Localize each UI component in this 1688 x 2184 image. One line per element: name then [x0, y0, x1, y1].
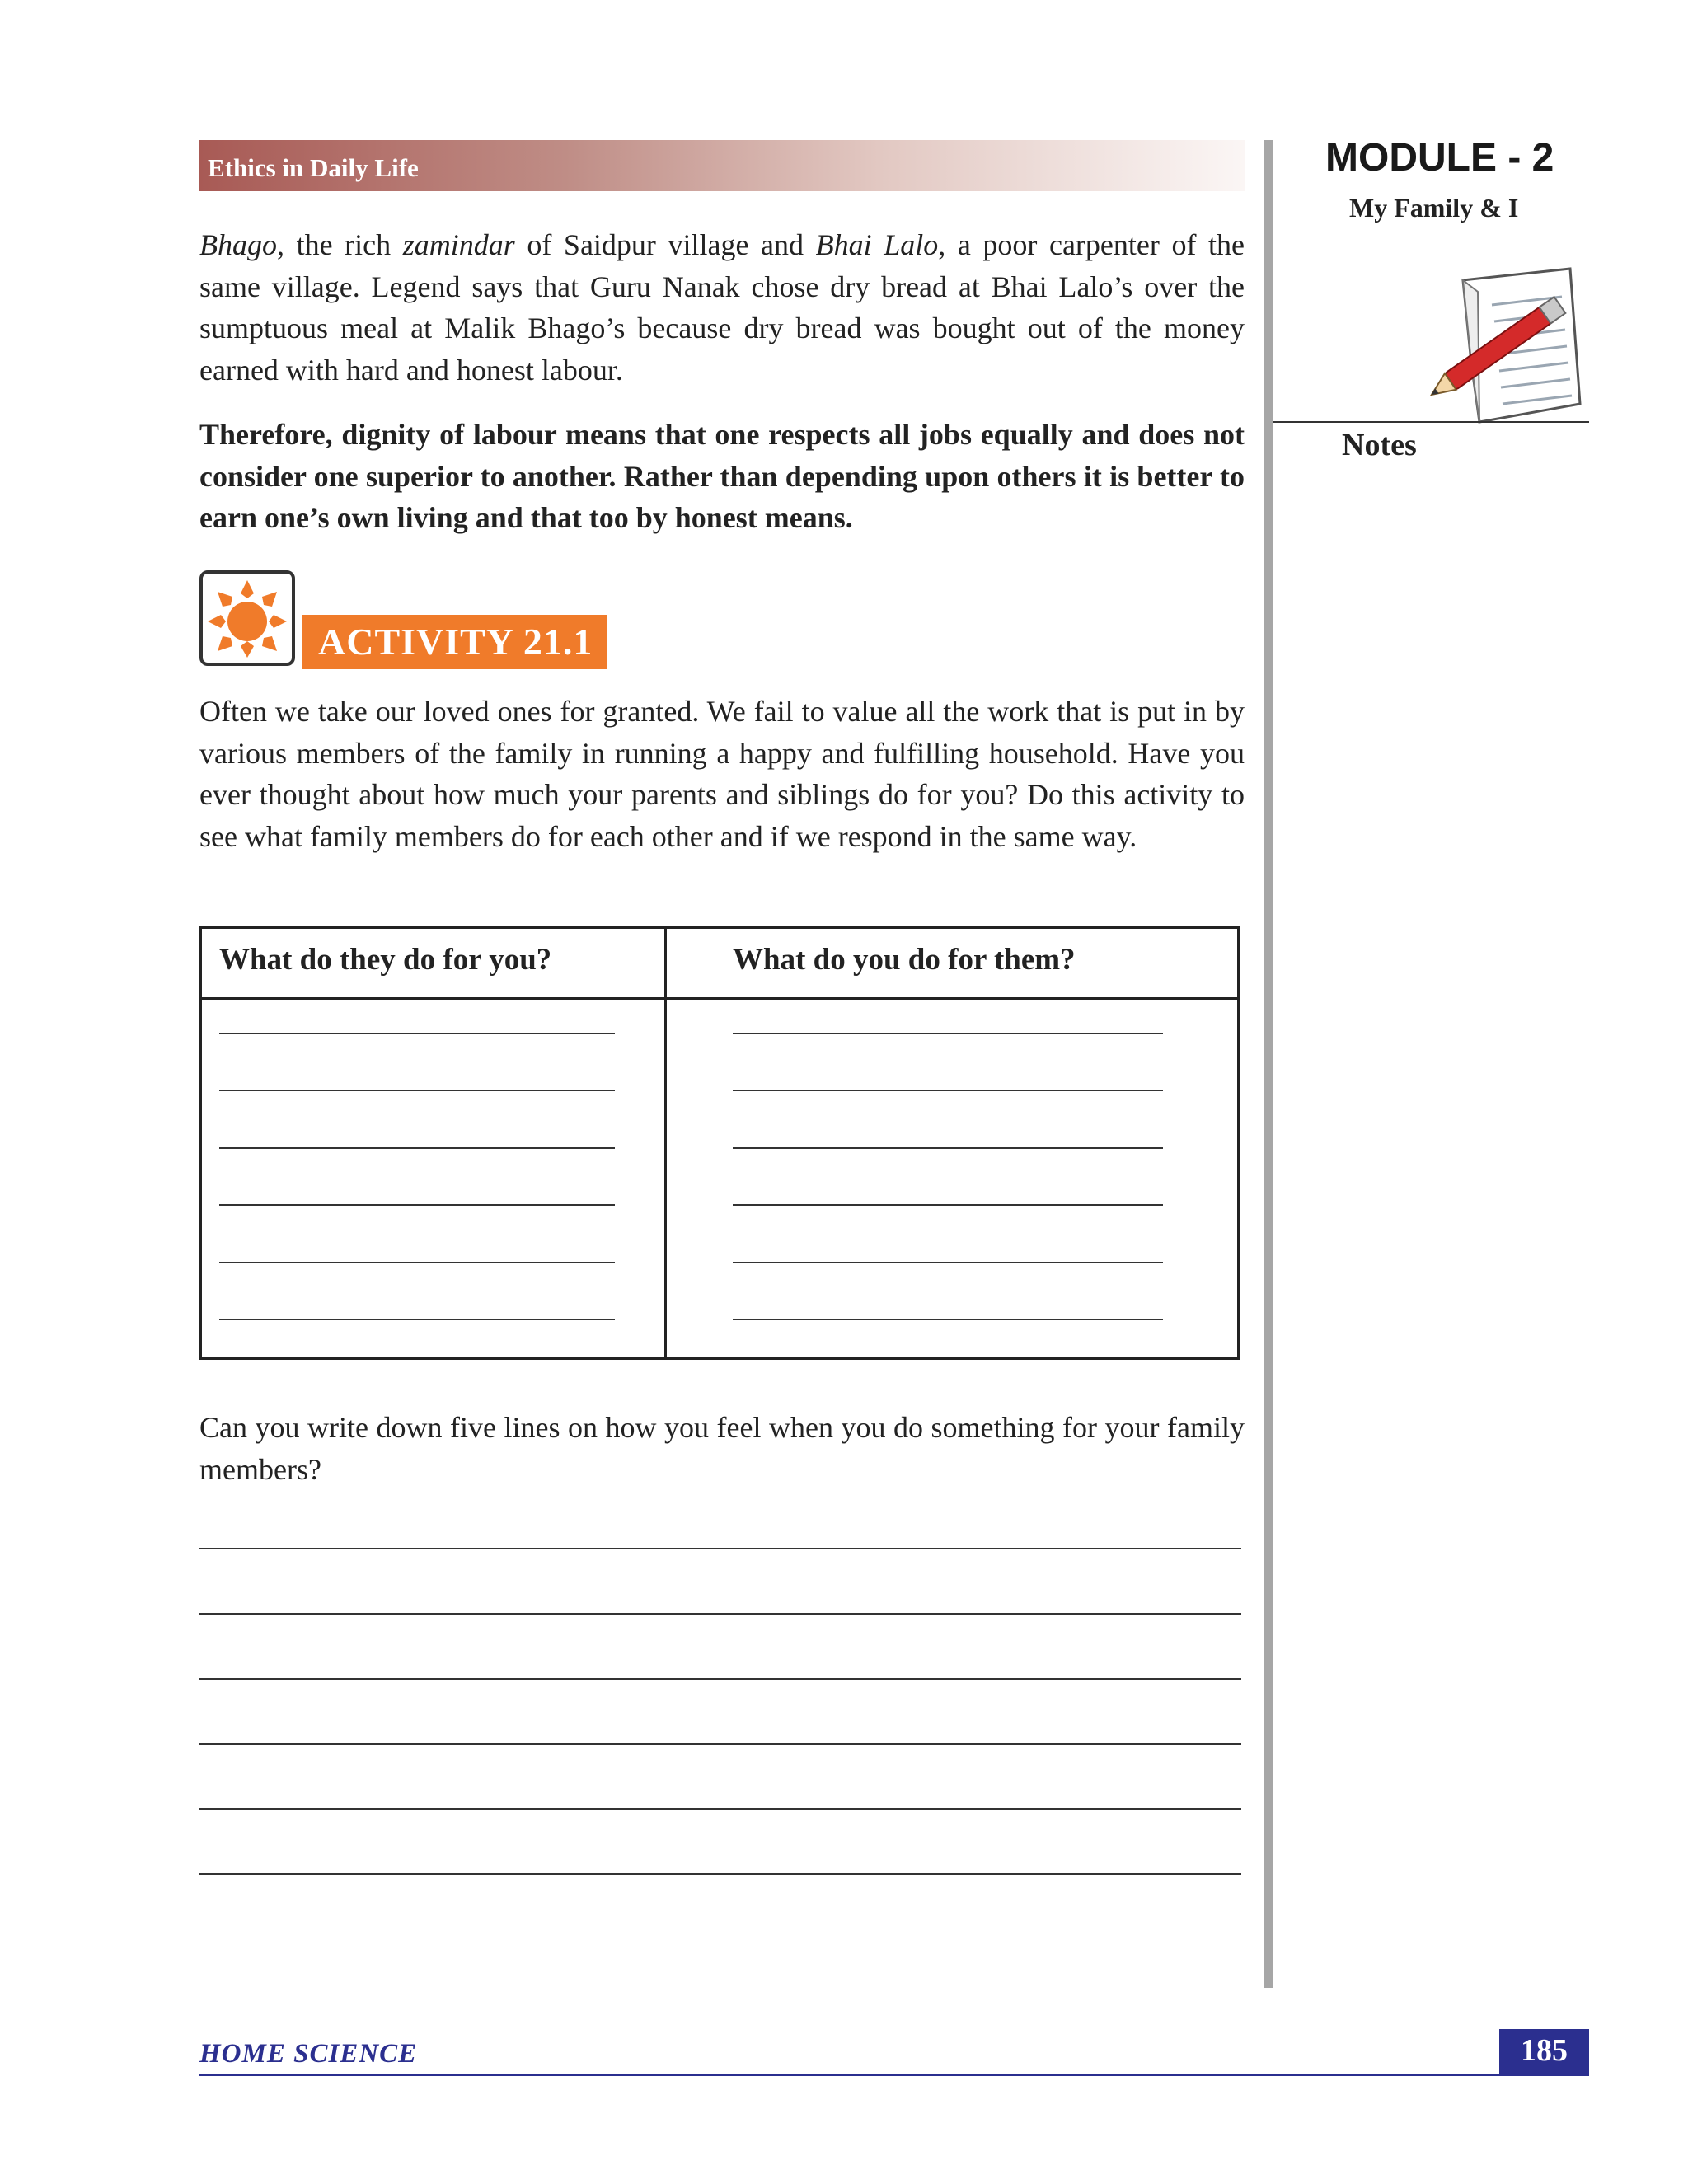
term-zamindar: zamindar [402, 228, 515, 261]
blank-line-right[interactable] [733, 1204, 1163, 1206]
name-bhai-lalo: Bhai Lalo [815, 228, 939, 261]
table-header-rule [199, 997, 1240, 1000]
notes-pencil-icon [1430, 264, 1587, 445]
blank-line-right[interactable] [733, 1147, 1163, 1149]
blank-line-right[interactable] [733, 1090, 1163, 1091]
page-number: 185 [1521, 2033, 1568, 2068]
blank-line-right[interactable] [733, 1262, 1163, 1263]
footer-subject: HOME SCIENCE [199, 2039, 418, 2069]
name-bhago: Bhago [199, 228, 277, 261]
blank-line-left[interactable] [219, 1262, 615, 1263]
answer-line[interactable] [199, 1743, 1241, 1745]
module-title: MODULE - 2 [1325, 136, 1554, 180]
notes-label: Notes [1342, 428, 1417, 462]
blank-line-left[interactable] [219, 1319, 615, 1320]
blank-line-left[interactable] [219, 1147, 615, 1149]
paragraph-legend [199, 224, 1245, 391]
text-span: , the rich [277, 228, 403, 261]
chapter-title: Ethics in Daily Life [208, 153, 419, 182]
activity-icon-frame [199, 570, 295, 666]
text-span: of Saidpur village and [514, 228, 816, 261]
paragraph-write-prompt: Can you write down five lines on how you feel when you do something for your family members? [199, 1411, 1245, 1486]
answer-line[interactable] [199, 1873, 1241, 1875]
blank-line-left[interactable] [219, 1090, 615, 1091]
blank-line-left[interactable] [219, 1204, 615, 1206]
activity-label: ACTIVITY 21.1 [318, 621, 593, 663]
module-subtitle: My Family & I [1349, 193, 1519, 223]
sun-activity-icon [203, 574, 292, 663]
blank-line-left[interactable] [219, 1033, 615, 1034]
footer-rule [199, 2074, 1589, 2076]
table-column-divider [664, 926, 667, 1360]
paragraph-dignity-of-labour: Therefore, dignity of labour means that one respects all jobs equally and does not consider one superior to another. Rather than depending upon others it is better to earn one’s own living and that too by honest means. [199, 418, 1245, 534]
blank-line-right[interactable] [733, 1319, 1163, 1320]
margin-divider [1264, 140, 1273, 1988]
notes-rule [1273, 421, 1589, 423]
answer-line[interactable] [199, 1808, 1241, 1810]
text-span: , a poor carpenter of the same village. Legend says that Guru Nanak chose dry bread at Bhai Lalo’s over the sumptuous meal at Malik Bhago’s because dry bread was bought out of the money earned with hard and honest labour. [199, 228, 1245, 387]
activity-table [199, 926, 1240, 1360]
answer-line[interactable] [199, 1678, 1241, 1680]
answer-line[interactable] [199, 1613, 1241, 1615]
blank-line-right[interactable] [733, 1033, 1163, 1034]
table-header-they-do: What do they do for you? [219, 943, 552, 977]
paragraph-activity-intro: Often we take our loved ones for granted. We fail to value all the work that is put in by various members of the family in running a happy and fulfilling household. Have you ever thought about how much your parents and siblings do for you? Do this activity to see what family members do for each other and if we respond in the same way. [199, 695, 1245, 853]
answer-line[interactable] [199, 1548, 1241, 1549]
table-header-you-do: What do you do for them? [733, 943, 1076, 977]
